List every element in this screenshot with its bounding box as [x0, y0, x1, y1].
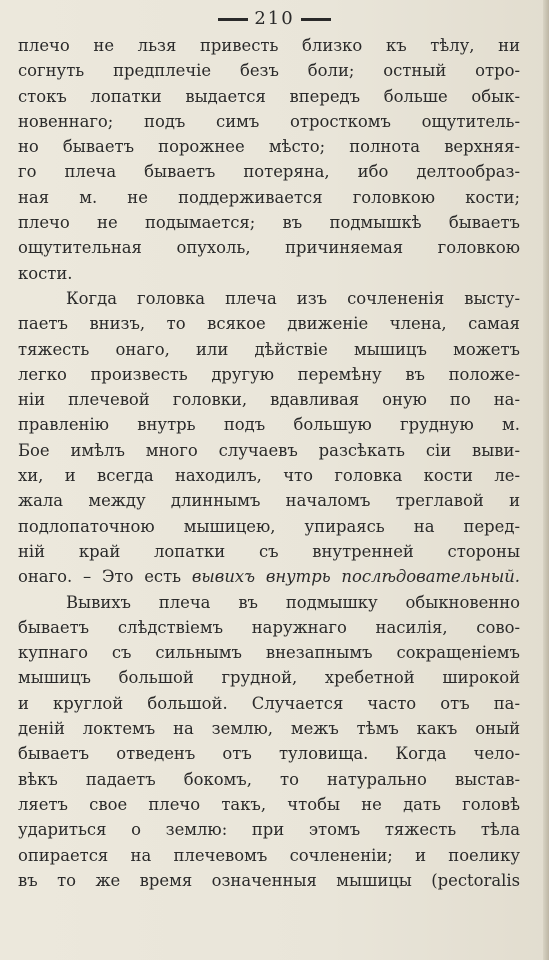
text-line-content: правленію внутрь подъ большую грудную м.: [18, 415, 520, 435]
text-line-content: вѣкъ падаетъ бокомъ, то натурально выстав-: [18, 769, 520, 789]
text-line-content: легко произвесть другую перемѣну въ положе-: [18, 364, 520, 384]
body-text: [18, 33, 520, 893]
text-line-content: подлопаточною мышицею, упираясь на перед-: [18, 516, 520, 536]
text-line-content: кости.: [18, 263, 73, 283]
text-line: [18, 590, 520, 615]
text-line: [18, 716, 520, 741]
text-line-content: паетъ внизъ, то всякое движеніе члена, самая: [18, 314, 520, 334]
text-line: [18, 412, 520, 437]
text-line-content: бываетъ отведенъ отъ туловища. Когда чело-: [18, 744, 520, 764]
text-line-content: но бываетъ порожнее мѣсто; полнота верхняя-: [18, 137, 520, 157]
text-line: [18, 868, 520, 893]
text-line: [18, 741, 520, 766]
text-line: [18, 159, 520, 184]
italic-emphasis: вывихъ внутрь послѣдовательный.: [191, 567, 520, 587]
text-line-content: ніи плечевой головки, вдавливая оную по на-: [18, 390, 520, 410]
text-line-content: бываетъ слѣдствіемъ наружнаго насилія, сово-: [18, 617, 520, 637]
text-line: [18, 261, 520, 286]
text-line: [18, 514, 520, 539]
text-line: [18, 210, 520, 235]
page-header: [0, 8, 549, 30]
text-line: [18, 185, 520, 210]
text-line-content: плечо не подымается; въ подмышкѣ бываетъ: [18, 213, 520, 233]
text-line: [18, 387, 520, 412]
text-line: [18, 665, 520, 690]
text-line-content: онаго. – Это есть: [18, 567, 192, 587]
text-line-content: хи, и всегда находилъ, что головка кости ле-: [18, 466, 520, 486]
text-line-content: ная м. не поддерживается головкою кости;: [18, 187, 520, 207]
text-line-content: мышицъ большой грудной, хребетной широкой: [18, 668, 520, 688]
text-line-content: плечо не льзя привесть близко къ тѣлу, ни: [18, 36, 520, 55]
text-line: [18, 311, 520, 336]
text-line: [18, 362, 520, 387]
text-line-content: купнаго съ сильнымъ внезапнымъ сокращеніемъ: [18, 643, 520, 663]
text-line-content: Вывихъ плеча въ подмышку обыкновенно: [66, 592, 520, 612]
header-dash-left: [218, 18, 248, 21]
text-line-content: удариться о землю: при этомъ тяжесть тѣла: [18, 820, 520, 840]
text-line: [18, 463, 520, 488]
text-line-content: Когда головка плеча изъ сочлененія высту-: [66, 288, 520, 308]
text-line: [18, 286, 520, 311]
header-dash-right: [301, 18, 331, 21]
text-line: [18, 33, 520, 58]
text-line-content: и круглой большой. Случается часто отъ па-: [18, 693, 520, 713]
page-number: 210: [254, 8, 295, 29]
page-edge-shadow: [543, 0, 549, 960]
text-line-content: жала между длиннымъ началомъ треглавой и: [18, 491, 520, 511]
text-line: [18, 843, 520, 868]
text-line: [18, 134, 520, 159]
text-line: [18, 615, 520, 640]
text-line-content: ляетъ свое плечо такъ, чтобы не дать головѣ: [18, 794, 520, 814]
text-line: [18, 767, 520, 792]
text-line: [18, 817, 520, 842]
text-line: [18, 539, 520, 564]
text-line-content: въ то же время означенныя мышицы (pectoralis: [18, 870, 520, 890]
text-line-content: го плеча бываетъ потеряна, ибо делтообраз-: [18, 162, 520, 182]
text-line: [18, 640, 520, 665]
text-line: [18, 58, 520, 83]
text-line: [18, 235, 520, 260]
text-line: [18, 337, 520, 362]
text-line-content: деній локтемъ на землю, межъ тѣмъ какъ оный: [18, 719, 520, 739]
text-line: [18, 488, 520, 513]
text-line-content: согнуть предплечіе безъ боли; остный отро-: [18, 61, 520, 81]
text-line: [18, 109, 520, 134]
text-line-content: тяжесть онаго, или дѣйствіе мышицъ можетъ: [18, 339, 520, 359]
text-line-content: ощутительная опухоль, причиняемая головкою: [18, 238, 520, 258]
text-line-content: стокъ лопатки выдается впередъ больше обык-: [18, 86, 520, 106]
text-line-content: опирается на плечевомъ сочлененіи; и поелику: [18, 845, 520, 865]
text-line: [18, 792, 520, 817]
text-line-content: ній край лопатки съ внутренней стороны: [18, 541, 520, 561]
text-line: [18, 564, 520, 589]
text-line: [18, 84, 520, 109]
text-line-content: новеннаго; подъ симъ отросткомъ ощутитель-: [18, 111, 520, 131]
text-line-content: Бое имѣлъ много случаевъ разсѣкать сіи выви-: [18, 440, 520, 460]
text-line: [18, 691, 520, 716]
text-line: [18, 438, 520, 463]
